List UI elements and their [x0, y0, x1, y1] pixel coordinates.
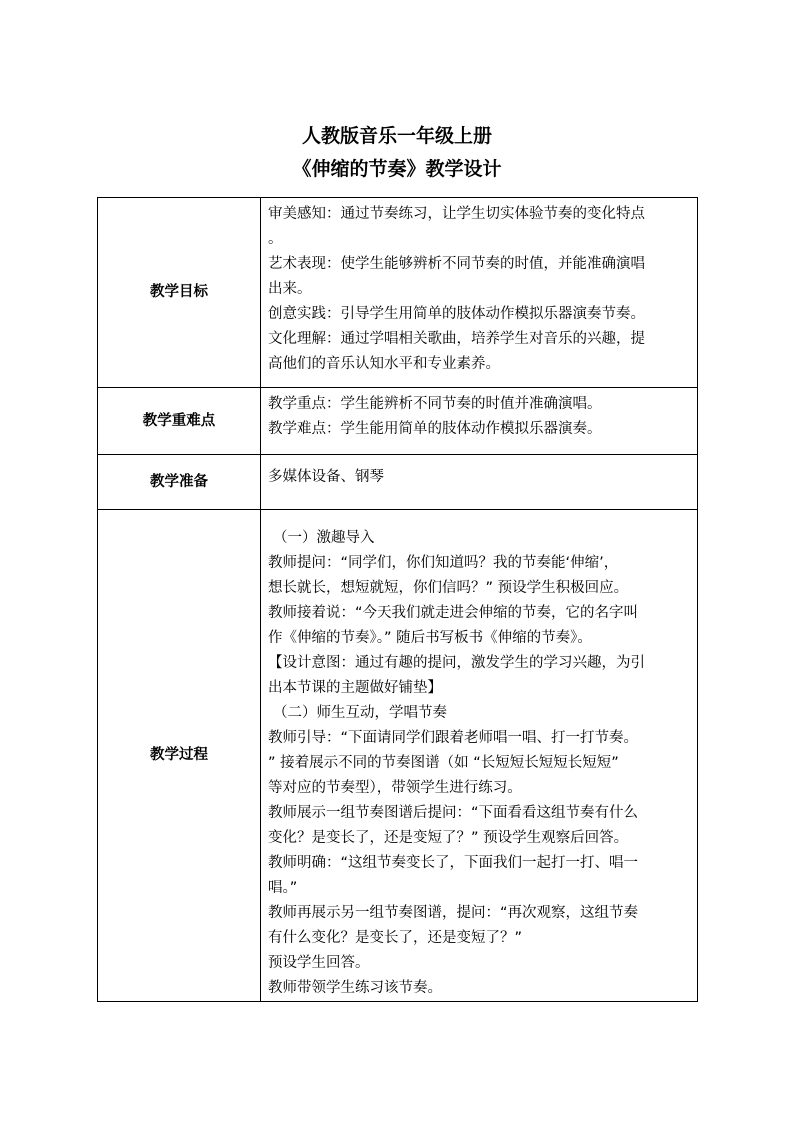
process-line: （一）激趣导入	[273, 530, 375, 546]
process-line: 教师带领学生练习该节奏。	[268, 980, 442, 996]
document-title-line1: 人教版音乐一年级上册	[301, 125, 492, 147]
process-line: 唱。”	[268, 880, 298, 896]
process-line: 教师明确：“这组节奏变长了，下面我们一起打一打、唱一	[268, 855, 639, 871]
process-line: 作《伸缩的节奏》。” 随后书写板书《伸缩的节奏》。	[268, 630, 592, 646]
row-process	[98, 510, 698, 1002]
key-points-line: 教学难点：学生能用简单的肢体动作模拟乐器演奏。	[268, 421, 602, 437]
label-key-points: 教学重难点	[98, 388, 261, 455]
row-preparation	[98, 455, 698, 510]
process-line: 教师提问：“同学们，你们知道吗？我的节奏能‘伸缩’，	[268, 555, 619, 571]
process-line: 变化？是变长了，还是变短了？” 预设学生观察后回答。	[268, 830, 629, 846]
process-line: 教师引导：“下面请同学们跟着老师唱一唱、打一打节奏。	[268, 730, 639, 746]
goals-line: 创意实践：引导学生用简单的肢体动作模拟乐器演奏节奏。	[268, 306, 645, 322]
row-goals	[98, 198, 698, 388]
process-line: 【设计意图：通过有趣的提问，激发学生的学习兴趣，为引	[268, 655, 645, 671]
process-line: 预设学生回答。	[268, 955, 370, 971]
process-line: 教师再展示另一组节奏图谱，提问：“再次观察，这组节奏	[268, 905, 639, 921]
goals-line: 。	[268, 231, 283, 247]
process-line: 出本节课的主题做好铺垫】	[268, 680, 442, 696]
content-goals	[261, 198, 698, 388]
process-line: ” 接着展示不同的节奏图谱（如 “长短短长短短长短短”	[268, 755, 619, 771]
label-process: 教学过程	[98, 510, 261, 1002]
goals-line: 高他们的音乐认知水平和专业素养。	[268, 356, 500, 372]
process-line: 想长就长，想短就短，你们信吗？” 预设学生积极回应。	[268, 580, 629, 596]
lesson-plan-table	[97, 197, 698, 1002]
key-points-line: 教学重点：学生能辨析不同节奏的时值并准确演唱。	[268, 396, 602, 412]
process-line: 教师接着说：“今天我们就走进会伸缩的节奏，它的名字叫	[268, 605, 639, 621]
document-title-line2: 《伸缩的节奏》教学设计	[292, 158, 502, 180]
process-line: 有什么变化？是变长了，还是变短了？”	[268, 930, 523, 946]
process-line: （二）师生互动，学唱节奏	[273, 705, 447, 721]
label-goals: 教学目标	[98, 198, 261, 388]
process-line: 等对应的节奏型），带领学生进行练习。	[268, 780, 522, 796]
preparation-line: 多媒体设备、钢琴	[268, 469, 384, 485]
process-line: 教师展示一组节奏图谱后提问：“下面看看这组节奏有什么	[268, 805, 639, 821]
goals-line: 出来。	[268, 281, 312, 297]
content-process	[261, 510, 698, 1002]
goals-line: 文化理解：通过学唱相关歌曲，培养学生对音乐的兴趣，提	[268, 331, 645, 347]
label-preparation: 教学准备	[98, 455, 261, 510]
goals-line: 艺术表现：使学生能够辨析不同节奏的时值，并能准确演唱	[268, 256, 645, 272]
content-key-points	[261, 388, 698, 455]
content-preparation	[261, 455, 698, 510]
goals-line: 审美感知：通过节奏练习，让学生切实体验节奏的变化特点	[268, 206, 645, 222]
row-key-points	[98, 388, 698, 455]
